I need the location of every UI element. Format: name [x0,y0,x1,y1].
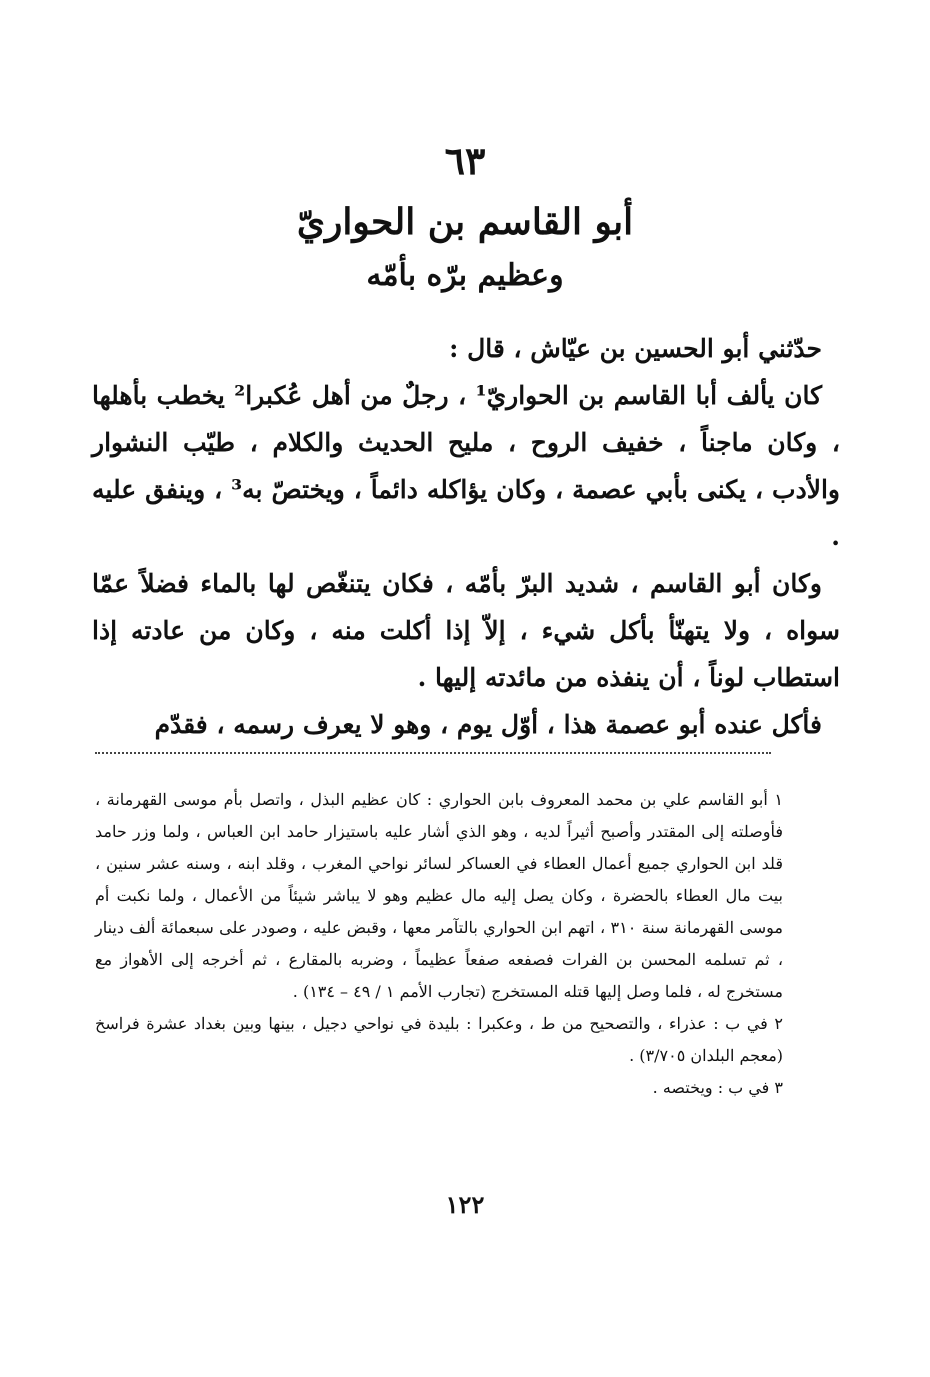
footnotes [95,784,783,1104]
chapter-number: ٦٣ [444,138,486,183]
chapter-title: أبو القاسم بن الحواريّ [296,201,634,243]
footnote: ٢ في ب : عذراء ، والتصحيح من ط ، وعكبرا : بليدة في نواحي دجيل ، بينها وبين بغداد عشرة فراسخ (معجم البلدان ٣/٧٠٥) . [95,1014,784,1065]
body-text [92,325,840,748]
footnote: ١ أبو القاسم علي بن محمد المعروف بابن الحواري : كان عظيم البذل ، واتصل بأم موسى القهرمانة ، فأوصلته إلى المقتدر وأصبح أثيراً لديه ، وهو الذي أشار عليه باستيزار حامد ابن العباس ، ولما وزر حامد قلد ابن الحواري جميع أعمال العطاء في العساكر لسائر نواحي المغرب ، وقلد ابنه ، وسنه عشر سنين ، بيت مال العطاء بالحضرة ، وكان يصل إليه مال عظيم وهو لا يباشر شيئاً من الأعمال ، ولما نكبت أم موسى القهرمانة سنة ٣١٠ ، اتهم ابن الحواري بالتآمر معها ، وقبض عليه ، وصودر على سبعمائة ألف دينار ، ثم تسلمه المحسن بن الفرات فصفعه صفعاً عظيماً ، وضربه بالمقارع ، ثم أخرجه إلى الأهواز مع مستخرج له ، فلما وصل إليها قتله المستخرج (تجارب الأمم ١ / ٤٩ – ١٣٤) . [95,790,783,1001]
paragraph: حدّثني أبو الحسين بن عيّاش ، قال : [449,334,822,363]
paragraph: فأكل عنده أبو عصمة هذا ، أوّل يوم ، وهو لا يعرف رسمه ، فقدّم [154,710,822,739]
paragraph: كان يألف أبا القاسم بن الحواريّ¹ ، رجلٌ من أهل عُكبرا² يخطب بأهلها ، وكان ماجناً ، خفيف الروح ، مليح الحديث والكلام ، طيّب النشوار والأدب ، يكنى بأبي عصمة ، وكان يؤاكله دائماً ، ويختصّ به³ ، وينفق عليه . [92,381,840,551]
footnote: ٣ في ب : ويختصه . [652,1078,783,1097]
footnote-divider [95,752,771,754]
paragraph: وكان أبو القاسم ، شديد البرّ بأمّه ، فكان يتنغّص لها بالماء فضلاً عمّا سواه ، ولا يتهنّأ بأكل شيء ، إلاّ إذا أكلت منه ، وكان من عادته إذا استطاب لوناً ، أن ينفذه من مائدته إليها . [92,569,840,692]
chapter-subtitle: وعظيم برّه بأمّه [366,258,564,293]
page-number: ١٢٢ [445,1190,485,1219]
